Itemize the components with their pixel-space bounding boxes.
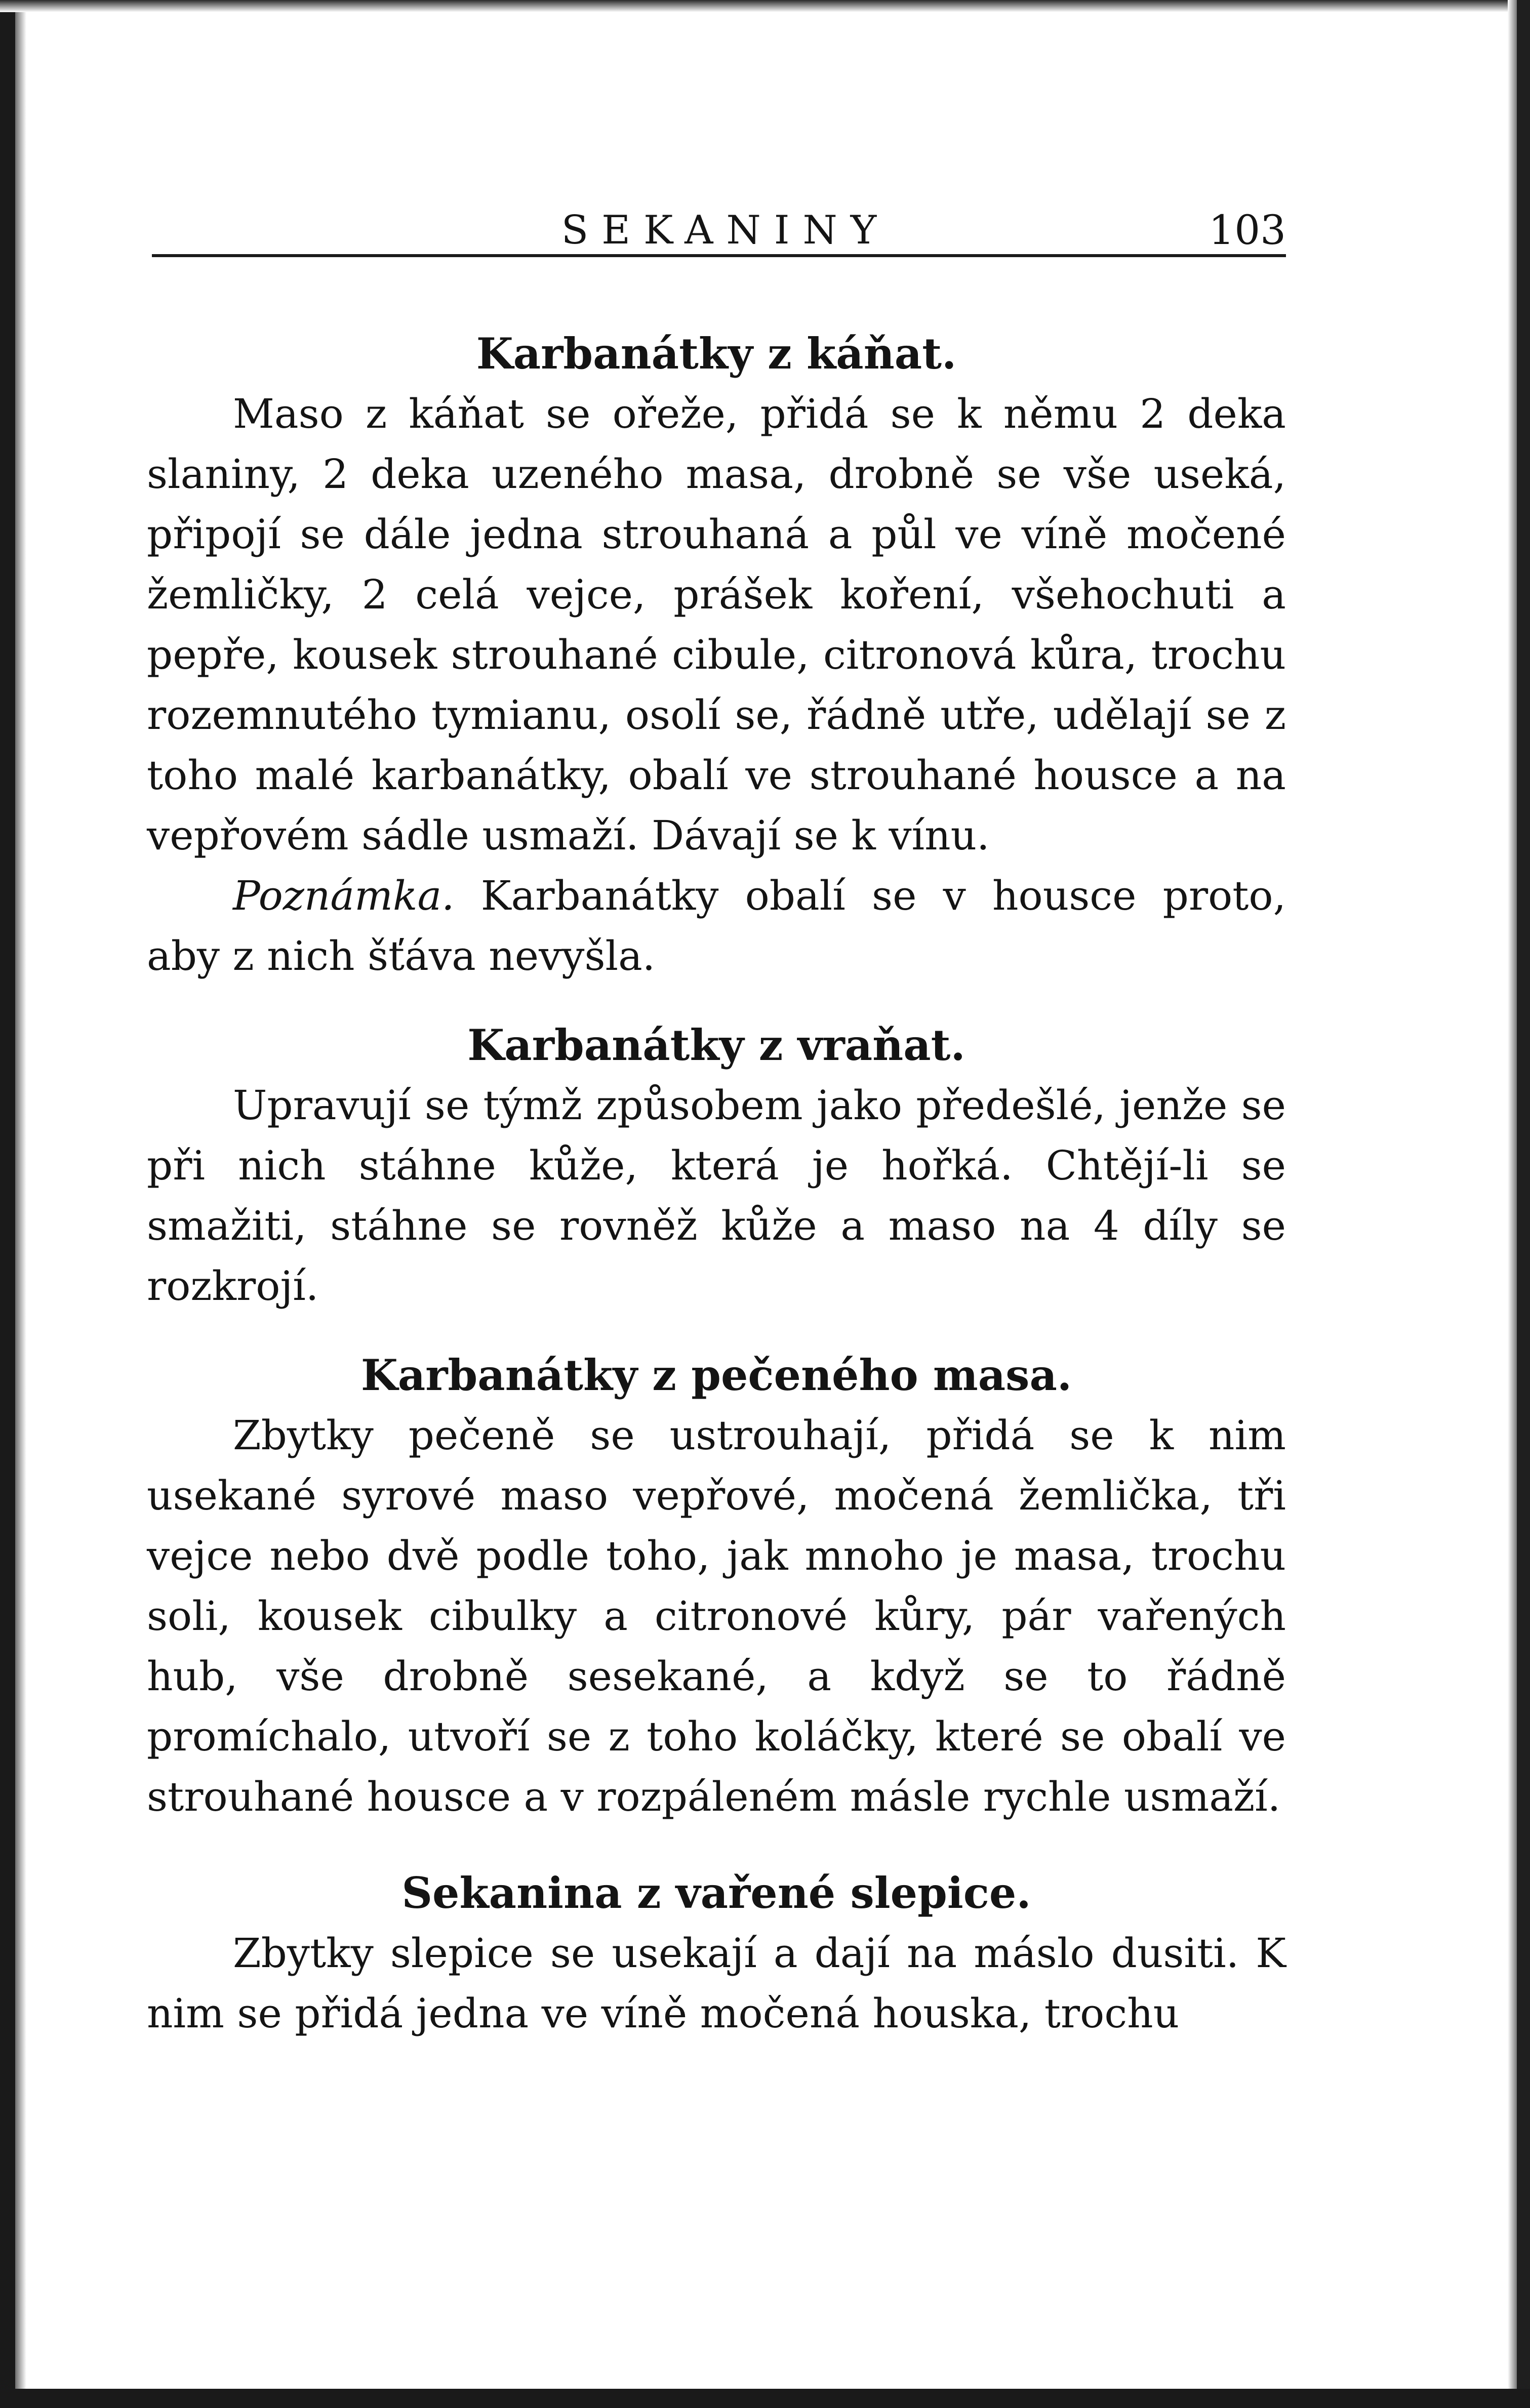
header-rule xyxy=(152,254,1286,257)
scan-edge-bottom xyxy=(0,2389,1530,2408)
running-head xyxy=(152,202,1286,258)
scan-edge-right xyxy=(1517,0,1530,2408)
section-gap xyxy=(147,1827,1286,1863)
recipe-karbanatky-z-peceneho-masa xyxy=(147,1345,1286,1827)
note-text: Karbanátky obalí se v housce proto, aby z nich šťáva nevyšla. xyxy=(147,872,1286,979)
scan-edge-top xyxy=(0,0,1530,12)
running-head-title: SEKANINY xyxy=(561,208,890,253)
note-label: Poznámka. xyxy=(233,872,455,919)
recipe-karbanatky-z-kanat xyxy=(147,324,1286,986)
recipe-title: Sekanina z vařené slepice. xyxy=(401,1868,1031,1918)
recipe-paragraph: Zbytky slepice se usekají a dají na máslo dusiti. K nim se přidá jedna ve víně močená houska, trochu xyxy=(147,1930,1286,2037)
section-gap xyxy=(147,986,1286,1015)
recipe-title: Karbanátky z pečeného masa. xyxy=(360,1350,1072,1400)
scan-edge-right-shadow xyxy=(1508,0,1517,2408)
recipe-note xyxy=(147,866,1286,986)
recipe-title: Karbanátky z káňat. xyxy=(476,329,957,379)
recipe-paragraph: Zbytky pečeně se ustrouhají, přidá se k nim usekané syrové maso vepřové, močená žemlička, tři vejce nebo dvě podle toho, jak mnoho je masa, trochu soli, kousek cibulky a citronové kůry, pár vařených hub, vše drobně sesekané, a když se to řádně promíchalo, utvoří se z toho koláčky, které se obalí ve strouhané housce a v rozpáleném másle rychle usmaží. xyxy=(147,1412,1286,1820)
section-gap xyxy=(147,1316,1286,1345)
scan-edge-left xyxy=(0,0,15,2408)
recipe-karbanatky-z-vranat xyxy=(147,1015,1286,1316)
scan-edge-left-shadow xyxy=(15,0,26,2408)
recipe-paragraph: Upravují se týmž způsobem jako předešlé, jenže se při nich stáhne kůže, která je hořká. Chtějí-li se smažiti, stáhne se rovněž kůže a maso na 4 díly se rozkrojí. xyxy=(147,1082,1286,1310)
page-number: 103 xyxy=(1209,207,1286,254)
recipe-paragraph: Maso z káňat se ořeže, přidá se k němu 2 deka slaniny, 2 deka uzeného masa, drobně se vše useká, připojí se dále jedna strouhaná a půl ve víně močené žemličky, 2 celá vejce, prášek koření, všehochuti a pepře, kousek strouhané cibule, citronová kůra, trochu rozemnutého tymianu, osolí se, řádně utře, udělají se z toho malé karbanátky, obalí ve strouhané housce a na vepřovém sádle usmaží. Dávají se k vínu. xyxy=(147,390,1286,859)
recipe-title: Karbanátky z vraňat. xyxy=(467,1020,965,1070)
page-body xyxy=(147,324,1286,2044)
recipe-sekanina-z-varene-slepice xyxy=(147,1863,1286,2044)
